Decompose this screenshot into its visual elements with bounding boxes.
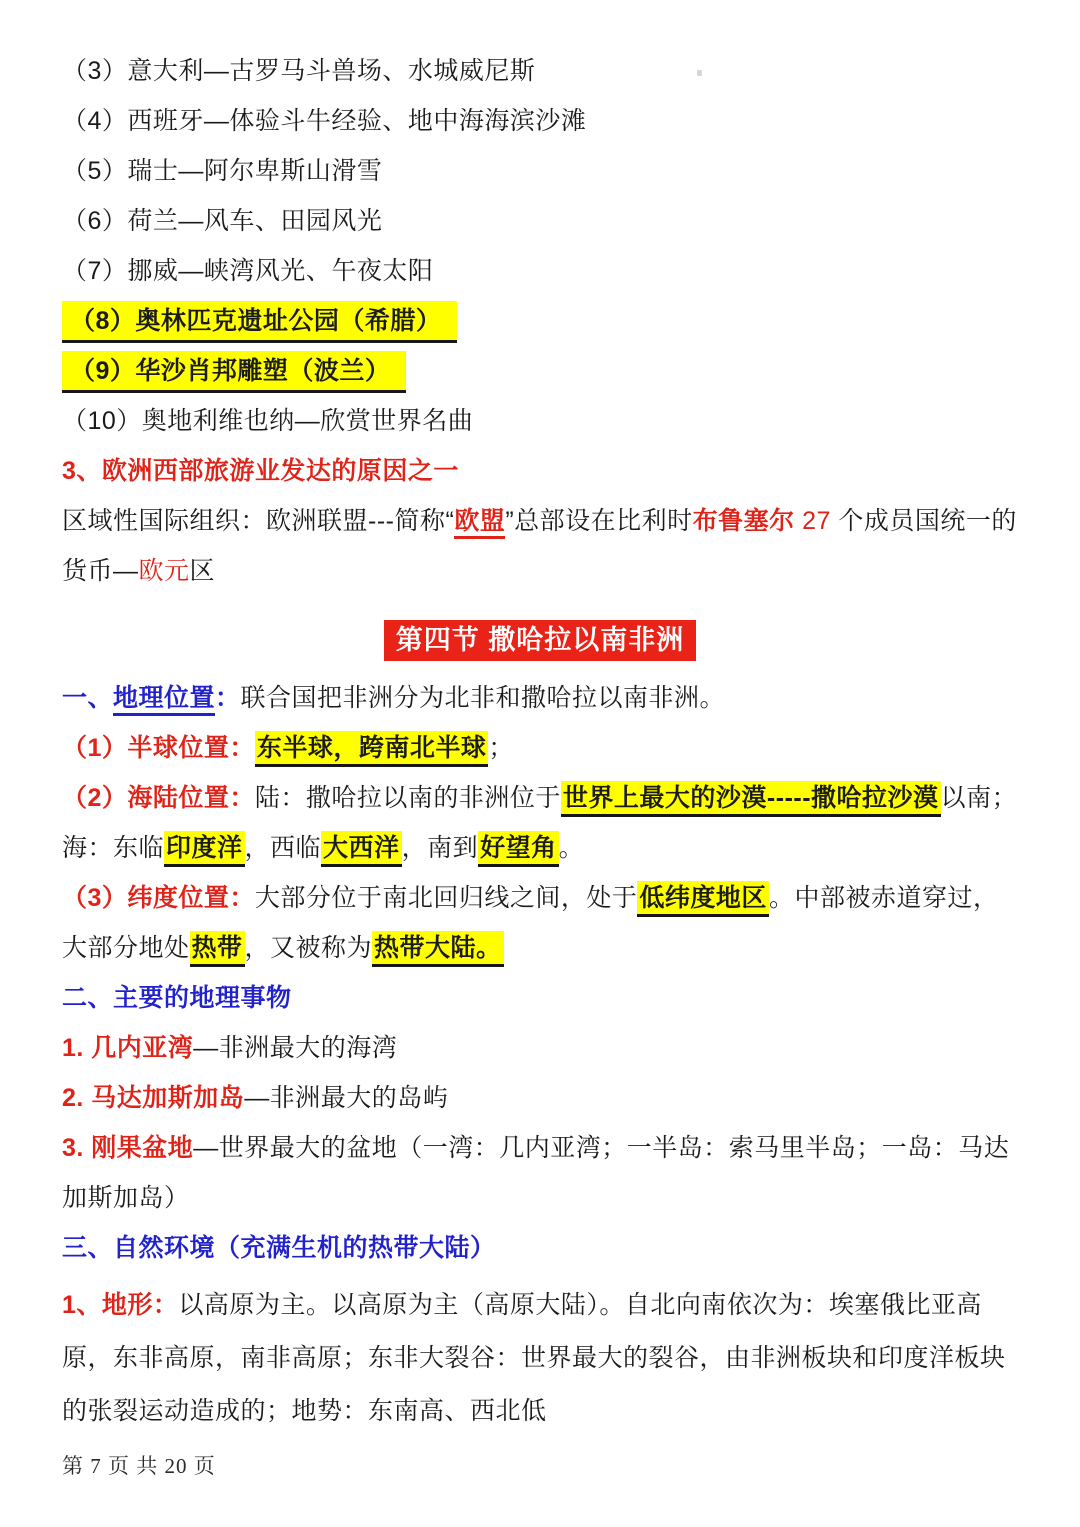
hemisphere-line bbox=[62, 723, 1018, 773]
section-title-text: 第四节 撒哈拉以南非洲 bbox=[395, 625, 685, 655]
land-sea-paragraph bbox=[62, 773, 1018, 873]
reason-heading bbox=[62, 446, 1018, 496]
feature-item-3 bbox=[62, 1123, 1018, 1223]
nature-heading-text: 三、自然环境（充满生机的热带大陆） bbox=[62, 1234, 496, 1262]
feature-1-label: 1. 几内亚湾 bbox=[62, 1034, 194, 1062]
location-heading-text: 联合国把非洲分为北非和撒哈拉以南非洲。 bbox=[240, 684, 726, 712]
latitude-text-3: ，又被称为 bbox=[244, 934, 373, 962]
eu-term-oumeng: 欧盟 bbox=[454, 507, 505, 539]
tropical-continent-highlight: 热带大陆。 bbox=[372, 931, 504, 967]
location-heading-line bbox=[62, 673, 1018, 723]
feature-2-text: —非洲最大的岛屿 bbox=[244, 1084, 449, 1112]
location-heading-label: 地理位置 bbox=[113, 684, 215, 716]
tropics-highlight: 热带 bbox=[190, 931, 245, 967]
eu-member-count: 27 bbox=[794, 507, 839, 535]
terrain-label: 1、地形： bbox=[62, 1291, 179, 1319]
section-title bbox=[384, 620, 697, 661]
list-item-8-highlighted bbox=[62, 296, 1018, 346]
list-item-3: （3）意大利—古罗马斗兽场、水城威尼斯 bbox=[62, 57, 536, 85]
list-item-10: （10）奥地利维也纳—欣赏世界名曲 bbox=[62, 407, 474, 435]
eu-text-2: ”总部设在比利时 bbox=[505, 507, 693, 535]
scan-artifact bbox=[697, 70, 702, 76]
highlight-text: （8）奥林匹克遗址公园（希腊） bbox=[62, 301, 457, 343]
hemisphere-highlight: 东半球，跨南北半球 bbox=[255, 731, 489, 767]
feature-item-2 bbox=[62, 1073, 1018, 1123]
land-sea-text-4: ，南到 bbox=[401, 834, 479, 862]
land-sea-text-3: ，西临 bbox=[244, 834, 322, 862]
sahara-highlight: 世界上最大的沙漠-----撒哈拉沙漠 bbox=[561, 781, 941, 817]
feature-2-label: 2. 马达加斯加岛 bbox=[62, 1084, 245, 1112]
feature-1-text: —非洲最大的海湾 bbox=[193, 1034, 398, 1062]
list-item-9-highlighted bbox=[62, 346, 1018, 396]
eu-term-brussels: 布鲁塞尔 bbox=[692, 507, 795, 535]
latitude-paragraph bbox=[62, 873, 1018, 973]
features-heading bbox=[62, 973, 1018, 1023]
feature-3-text: —世界最大的盆地（一湾：几内亚湾；一半岛：索马里半岛；一岛：马达加斯加岛） bbox=[62, 1134, 1010, 1212]
eu-text-1: 区域性国际组织：欧洲联盟---简称“ bbox=[62, 507, 455, 535]
terrain-paragraph bbox=[62, 1279, 1018, 1438]
eu-text-3: 个成员国统一的货币— bbox=[62, 507, 1017, 585]
list-item-6: （6）荷兰—风车、田园风光 bbox=[62, 207, 383, 235]
location-heading-number: 一、 bbox=[62, 684, 114, 712]
eu-term-euro: 欧元 bbox=[138, 557, 190, 585]
terrain-text: 以高原为主。以高原为主（高原大陆）。自北向南依次为：埃塞俄比亚高原，东非高原，南非高原；东非大裂谷：世界最大的裂谷，由非洲板块和印度洋板块的张裂运动造成的；地势：东南高、西北低 bbox=[62, 1291, 1006, 1425]
feature-item-1 bbox=[62, 1023, 1018, 1073]
atlantic-highlight: 大西洋 bbox=[321, 831, 402, 867]
indian-ocean-highlight: 印度洋 bbox=[164, 831, 245, 867]
highlight-text: （9）华沙肖邦雕塑（波兰） bbox=[62, 351, 406, 393]
land-sea-text-5: 。 bbox=[558, 834, 585, 862]
hemisphere-label: （1）半球位置： bbox=[62, 734, 255, 762]
page-number-footer: 第 7 页 共 20 页 bbox=[62, 1454, 216, 1478]
land-sea-label: （2）海陆位置： bbox=[62, 784, 255, 812]
list-item-4: （4）西班牙—体验斗牛经验、地中海海滨沙滩 bbox=[62, 107, 587, 135]
feature-3-label: 3. 刚果盆地 bbox=[62, 1134, 194, 1162]
low-latitude-highlight: 低纬度地区 bbox=[637, 881, 769, 917]
eu-text-4: 区 bbox=[189, 557, 216, 585]
features-heading-text: 二、主要的地理事物 bbox=[62, 984, 292, 1012]
nature-heading bbox=[62, 1223, 1018, 1273]
list-item-7: （7）挪威—峡湾风光、午夜太阳 bbox=[62, 257, 434, 285]
land-sea-text-1: 陆：撒哈拉以南的非洲位于 bbox=[254, 784, 561, 812]
location-heading-colon: ： bbox=[215, 684, 241, 712]
cape-highlight: 好望角 bbox=[478, 831, 559, 867]
latitude-text-1: 大部分位于南北回归线之间，处于 bbox=[254, 884, 638, 912]
land-sea-text-2: 以南；海：东临 bbox=[62, 784, 1018, 862]
latitude-text-2: 。中部被赤道穿过，大部分地处 bbox=[62, 884, 999, 962]
list-item-5: （5）瑞士—阿尔卑斯山滑雪 bbox=[62, 157, 383, 185]
latitude-label: （3）纬度位置： bbox=[62, 884, 255, 912]
eu-paragraph bbox=[62, 496, 1018, 596]
reason-heading-text: 3、欧洲西部旅游业发达的原因之一 bbox=[62, 457, 459, 485]
hemisphere-tail: ； bbox=[488, 734, 514, 762]
